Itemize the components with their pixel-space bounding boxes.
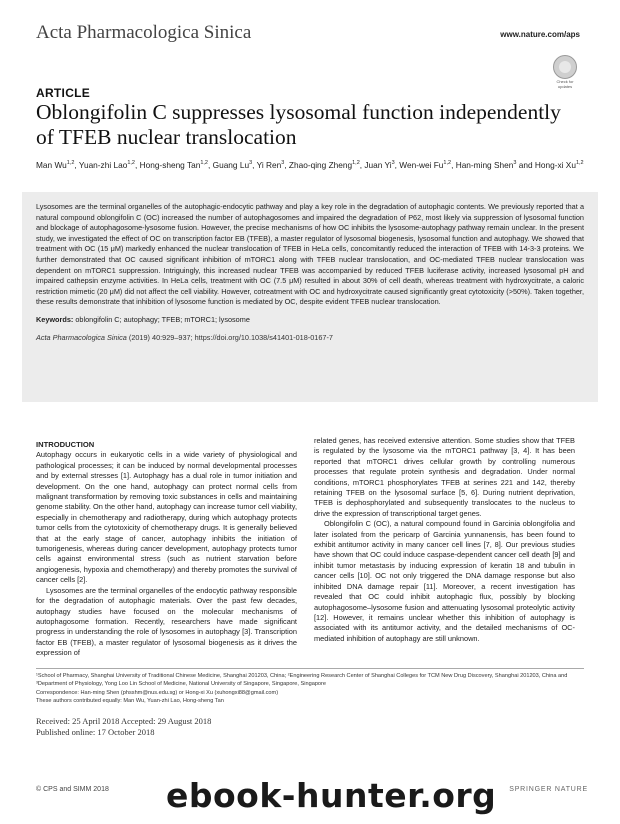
author-name: Hong-xi Xu: [534, 159, 576, 170]
body-paragraph: Autophagy occurs in eukaryotic cells in a wide variety of physiological and pathological processes; it can be induced by normal developmental processes and by external stresses [1]. Autophagy has a dual role in tumor initiation and development. On the one hand, autophagy can protect normal cells from malignant transformation by removing toxic substances in cells and maintaining genome stability. On the other hand, autophagy can increase tumor cell viability, especially in chemotherapy and radiotherapy, during which autophagy protects tumor cells from the cytotoxicity of chemotherapy drugs. It is generally believed that at the early stage of cancer, autophagy inhibits the initiation of tumorigenesis, whereas during cancer development, autophagy protects tumor cells against environmental stress (such as nutrient starvation before angiogenesis, hypoxia and chemotherapy) and thereby promotes the survival of cancer cells [2].: [36, 450, 298, 585]
keywords-line: [36, 315, 584, 325]
publication-dates: [36, 716, 211, 737]
author-affiliation: 3: [391, 160, 395, 166]
author-name: Yi Ren: [256, 159, 282, 170]
author-name: Han-ming Shen: [455, 159, 514, 170]
abstract-box: [22, 192, 598, 402]
author-affiliation: 3: [513, 160, 517, 166]
citation-journal: Acta Pharmacologica Sinica: [36, 332, 127, 342]
abstract-text: Lysosomes are the terminal organelles of the autophagic-endocytic pathway and play a key role in the degradation of autophagic contents. We previously reported that a natural compound oblongifolin C (OC) increased the number of autophagosomes and impaired the degradation of P62, most likely via suppression of lysosomal function and blockage of autophagosome-lysosome fusion. However, the precise mechanisms of how OC inhibits the lysosome-autophagy pathway remain unclear. In the present study, we investigated the effect of OC on transcription factor EB (TFEB), a master regulator of lysosomal biogenesis, lysosomal function and autophagy. We showed that treatment with OC (15 μM) markedly enhanced the nuclear translocation of TFEB in HeLa cells, concomitantly reduced the interaction of TFEB with 14-3-3 proteins. We further demonstrated that OC caused significant inhibition of mTORC1 along with TFEB nuclear translocation, and OC-mediated TFEB nuclear translocation was dependent on mTORC1 suppression. Intriguingly, this increased nuclear TFEB was accompanied by reduced TFEB luciferase activity, increased lysosomal pH and impaired cathepsin enzyme activities. In HeLa cells, treatment with OC (7.5 μM) resulted in about 30% of cell death, whereas treatment with hydroxycitrate, a caloric restriction mimetic (20 μM) did not affect the cell viability. However, cotreatment with OC and hydroxycitrate caused significantly great cytotoxicity (>50%). Taken together, these results demonstrate that inhibition of lysosome function is mediated by OC, despite evident TFEB nuclear translocation.: [36, 202, 584, 307]
author-name: Zhao-qing Zheng: [288, 159, 353, 170]
publisher-logo: SPRINGER NATURE: [509, 786, 588, 793]
journal-name: Acta Pharmacologica Sinica: [36, 22, 252, 43]
author-list: Man Wu$^{1,2}$, Yuan-zhi Lao$^{1,2}$, Hong-sheng Tan$^{1,2}$, Guang Lu$^3$, Yi Ren$^3$, Zhao-qing Zheng$^{1,2}$, Juan Yi$^3$, Wen-wei Fu$^{1,2}$, Han-ming Shen$^3$ and Hong-xi Xu$^{1,2}$: [36, 159, 584, 170]
body-paragraph: related genes, has received extensive attention. Some studies show that TFEB is regulated by the lysosome via the mTORC1 pathway [3, 4]. It has been reported that mTORC1 drives cellular growth by controlling numerous processes that regulate protein synthesis and degradation. Under normal conditions, mTORC1 phosphorylates TFEB at serines 221 and 142, thereby retaining TFEB on the lysosomal surface [5, 6]. During nutrient deprivation, TFEB is dephosphorylated and subsequently translocates to the nucleus to drive the expression of transcriptional target genes.: [314, 436, 575, 518]
citation-line: [36, 333, 584, 342]
author-name: Hong-sheng Tan: [139, 159, 201, 170]
author-name: Juan Yi: [364, 159, 392, 170]
author-name: Man Wu: [36, 159, 67, 170]
equal-contribution-note: These authors contributed equally: Man Wu, Yuan-zhi Lao, Hong-sheng Tan: [36, 697, 224, 704]
body-column-left: [36, 436, 297, 659]
author-name: Wen-wei Fu: [399, 159, 444, 170]
author-affiliation: 3: [281, 160, 285, 166]
author-affiliation: 3: [249, 160, 253, 166]
author-name: Guang Lu: [212, 159, 250, 170]
footnotes: [36, 672, 584, 705]
keywords-label: Keywords:: [36, 314, 74, 324]
check-for-updates-badge[interactable]: [552, 55, 578, 89]
citation-details: (2019) 40:929–937; https://doi.org/10.1038/s41401-018-0167-7: [126, 332, 333, 342]
article-type-label: ARTICLE: [36, 86, 91, 100]
introduction-heading: INTRODUCTION: [36, 440, 95, 449]
article-title: Oblongifolin C suppresses lysosomal function independently of TFEB nuclear translocation: [36, 100, 561, 149]
author-affiliation: 1,2: [200, 160, 208, 166]
body-paragraph: Lysosomes are the terminal organelles of the endocytic pathway responsible for the degradation of autophagic materials. Over the past few decades, autophagy studies have focused on the molecular mechanisms of autophagosome formation. Recently, researchers have made significant progress in understanding the role of lysosomes in autophagy [3]. Transcription factor EB (TFEB), a master regulator of lysosomal biogenesis as it drives the expression of: [36, 585, 297, 658]
body-paragraph: Oblongifolin C (OC), a natural compound found in Garcinia oblongifolia and later isolated from the pericarp of Garcinia yunnanensis, has been found to exhibit antitumor activity in many cancer cell lines [7, 8]. Our previous studies have shown that OC could induce caspase-dependent cancer cell death [9] and inhibit tumor metastasis by inducing expression of keratin 18 and tubulin in cancer cells [10]. OC not only triggered the DNA damage response but also inhibited DNA damage repair [11]. Moreover, a recent investigation has revealed that OC could inhibit autophagic flux, possibly by blocking autophagosome–lysosome fusion and attenuating lysosomal proteolytic activity [12]. However, it remains unclear whether this inhibition of autophagy is associated with its antitumor activity, and the detailed mechanisms of OC-mediated inhibition of autophagy are still unknown.: [314, 519, 575, 643]
author-affiliation: 1,2: [443, 160, 452, 166]
affiliations-note: ¹School of Pharmacy, Shanghai University of Traditional Chinese Medicine, Shanghai 201203, China; ²Engineering Research Center of Shanghai Colleges for TCM New Drug Discovery, Shanghai 201203, China and ³Department of Physiology, Yong Loo Lin School of Medicine, National University of Singapore, Singapore, Singapore: [36, 673, 568, 688]
author-affiliation: 1,2: [127, 160, 135, 166]
published-date: Published online: 17 October 2018: [36, 726, 155, 737]
copyright-notice: © CPS and SIMM 2018: [36, 786, 109, 793]
watermark-text: ebook-hunter.org: [166, 776, 497, 815]
keywords-list: oblongifolin C; autophagy; TFEB; mTORC1; lysosome: [75, 314, 250, 324]
journal-url-link[interactable]: www.nature.com/aps: [500, 30, 580, 39]
correspondence-note: Correspondence: Han-ming Shen (phsshm@nus.edu.sg) or Hong-xi Xu (xuhongxi88@gmail.com): [36, 689, 279, 696]
author-affiliation: 1,2: [66, 160, 75, 166]
author-affiliation: 1,2: [352, 160, 360, 166]
author-affiliation: 1,2: [575, 160, 584, 166]
author-name: Yuan-zhi Lao: [78, 159, 128, 170]
body-column-right: [314, 436, 575, 644]
badge-label: Check for updates: [556, 79, 574, 89]
received-accepted-dates: Received: 25 April 2018 Accepted: 29 August 2018: [36, 716, 212, 726]
check-for-updates-icon: [553, 55, 577, 79]
footnote-divider: [36, 668, 584, 669]
